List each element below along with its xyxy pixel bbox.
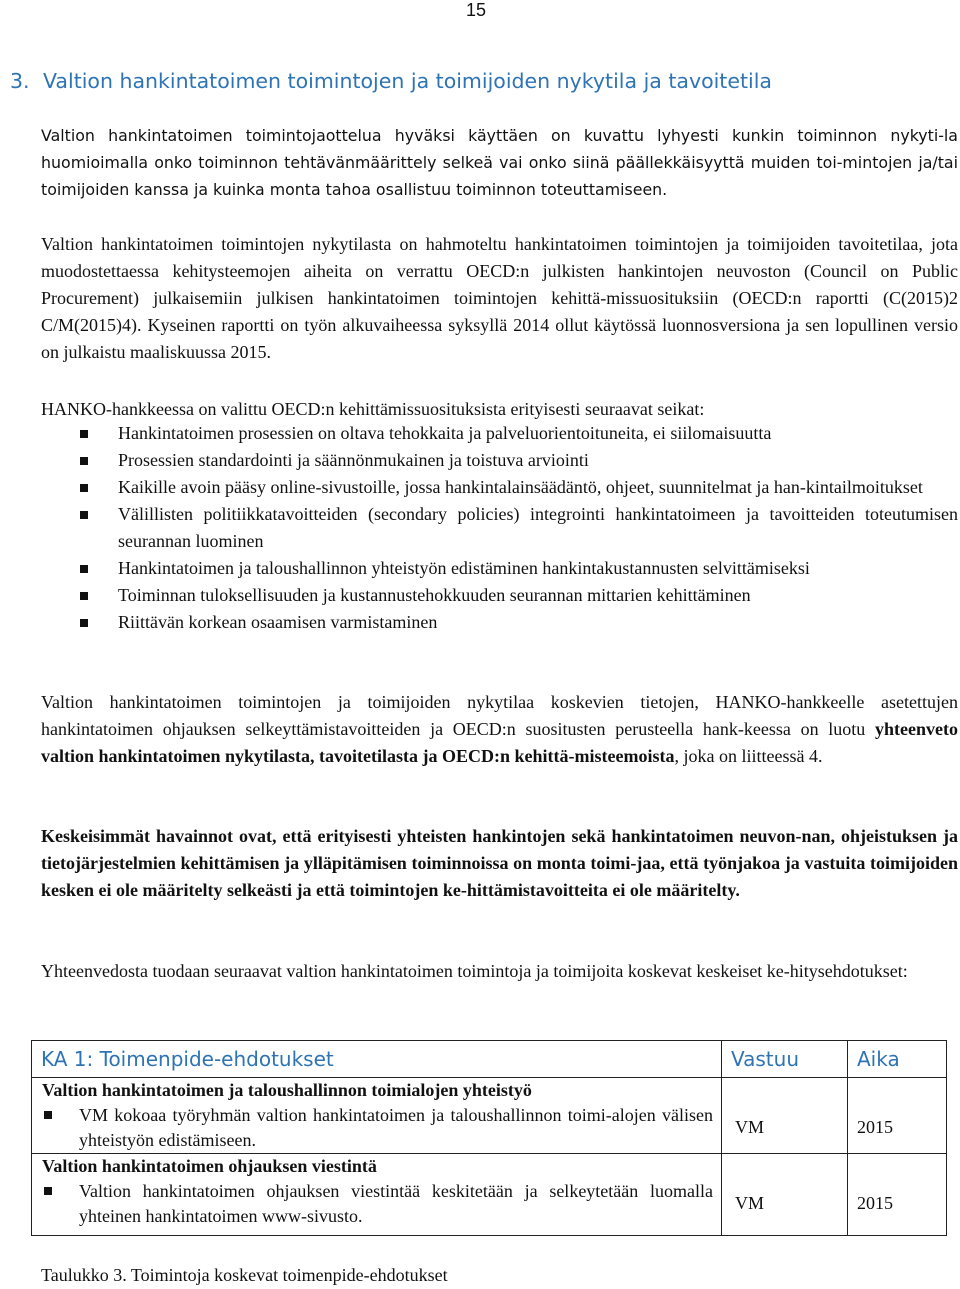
list-item: Hankintatoimen prosessien on oltava tehokkaita ja palveluorientoituneita, ei siilomaisuutta <box>80 420 958 447</box>
paragraph-intro: Valtion hankintatoimen toimintojaottelua hyväksi käyttäen on kuvattu lyhyesti kunkin toiminnon nykyti-la huomioimalla onko toiminnon tehtävänmäärittely selkeä vai onko siinä päällekkäisyyttä muiden toi-mintojen ja/tai toimijoiden kanssa ja kuinka monta tahoa osallistuu toiminnon toteuttamiseen. <box>41 126 958 199</box>
paragraph-proposals-intro: Yhteenvedosta tuodaan seuraavat valtion hankintatoimen toimintoja ja toimijoita koskevat keskeiset ke-hitysehdotukset: <box>41 961 908 981</box>
section-number: 3. <box>10 69 30 93</box>
table-caption: Taulukko 3. Toimintoja koskevat toimenpide-ehdotukset <box>41 1265 448 1285</box>
square-bullet-icon <box>80 565 88 573</box>
square-bullet-icon <box>80 619 88 627</box>
list-item: Hankintatoimen ja taloushallinnon yhteistyön edistäminen hankintakustannusten selvittämiseksi <box>80 555 958 582</box>
square-bullet-icon <box>44 1111 52 1119</box>
square-bullet-icon <box>80 592 88 600</box>
square-bullet-icon <box>44 1187 52 1195</box>
table-row <box>32 1179 947 1236</box>
square-bullet-icon <box>80 430 88 438</box>
table-cell-action: Valtion hankintatoimen ohjauksen viestintää keskitetään ja selkeytetään luomalla yhteinen hankintatoimen www-sivusto. <box>32 1179 721 1229</box>
section-row-title: Valtion hankintatoimen ja taloushallinnon toimialojen yhteistyö <box>42 1080 532 1100</box>
page-number: 15 <box>466 0 487 20</box>
table-section-row <box>32 1078 947 1104</box>
paragraph-hanko-lead: HANKO-hankkeessa on valittu OECD:n kehittämissuosituksista erityisesti seuraavat seikat: <box>41 399 705 419</box>
header-time: Aika <box>848 1041 947 1078</box>
header-responsible: Vastuu <box>722 1041 848 1078</box>
table-cell-responsible: VM <box>735 1193 765 1213</box>
square-bullet-icon <box>80 484 88 492</box>
list-item: Prosessien standardointi ja säännönmukainen ja toistuva arviointi <box>80 447 958 474</box>
paragraph-key-findings: Keskeisimmät havainnot ovat, että erityisesti yhteisten hankintojen sekä hankintatoimen neuvon-nan, ohjeistuksen ja tietojärjestelmien kehittämisen ja ylläpitämisen toiminnoissa on monta toimi-jaa, että työnjakoa ja vastuita toimijoiden kesken ei ole määritelty selkeästi ja että toimintojen ke-hittämistavoitteita ei ole määritelty. <box>41 826 958 900</box>
table-cell-action: VM kokoaa työryhmän valtion hankintatoimen ja taloushallinnon toimi-alojen välisen yhteistyön edistämiseen. <box>32 1103 721 1153</box>
list-item: Välillisten politiikkatavoitteiden (secondary policies) integrointi hankintatoimeen ja tavoitteiden toteutumisen seurannan luominen <box>80 501 958 555</box>
list-item: Toiminnan tuloksellisuuden ja kustannustehokkuuden seurannan mittarien kehittäminen <box>80 582 958 609</box>
square-bullet-icon <box>80 457 88 465</box>
table-section-row <box>32 1154 947 1180</box>
list-item: Kaikille avoin pääsy online-sivustoille, jossa hankintalainsäädäntö, ohjeet, suunnitelmat ja han-kintailmoitukset <box>80 474 958 501</box>
section-row-title: Valtion hankintatoimen ohjauksen viestintä <box>42 1156 377 1176</box>
table-cell-responsible: VM <box>735 1117 765 1137</box>
action-proposals-table <box>31 1040 947 1236</box>
table-header-row <box>32 1041 947 1078</box>
table-cell-time: 2015 <box>857 1117 893 1137</box>
list-item: Riittävän korkean osaamisen varmistaminen <box>80 609 958 636</box>
table-cell-time: 2015 <box>857 1193 893 1213</box>
table-row <box>32 1103 947 1154</box>
paragraph-summary: Valtion hankintatoimen toimintojen ja toimijoiden nykytilaa koskevien tietojen, HANKO-hankkeelle asetettujen hankintatoimen ohjauksen selkeyttämistavoitteiden ja OECD:n suositusten perusteella hank-keessa on luotu yhteenveto valtion hankintatoimen nykytilasta, tavoitetilasta ja OECD:n kehittä-misteemoista, joka on liitteessä 4. <box>41 692 958 766</box>
oecd-recommendations-list <box>80 420 958 636</box>
header-action: KA 1: Toimenpide-ehdotukset <box>32 1041 722 1078</box>
section-title: Valtion hankintatoimen toimintojen ja toimijoiden nykytila ja tavoitetila <box>43 69 772 93</box>
paragraph-target-state: Valtion hankintatoimen toimintojen nykytilasta on hahmoteltu hankintatoimen toimintojen ja toimijoiden tavoitetilaa, jota muodostettaessa kehitysteemojen aiheita on verrattu OECD:n julkisten hankintojen neuvoston (Council on Public Procurement) julkaisemiin julkisen hankintatoimen toimintojen kehittä-missuosituksiin (OECD:n raportti (C(2015)2 C/M(2015)4). Kyseinen raportti on työn alkuvaiheessa syksyllä 2014 ollut käytössä luonnosversiona ja sen lopullinen versio on julkaistu maaliskuussa 2015. <box>41 234 958 362</box>
square-bullet-icon <box>80 511 88 519</box>
section-heading <box>10 66 772 96</box>
